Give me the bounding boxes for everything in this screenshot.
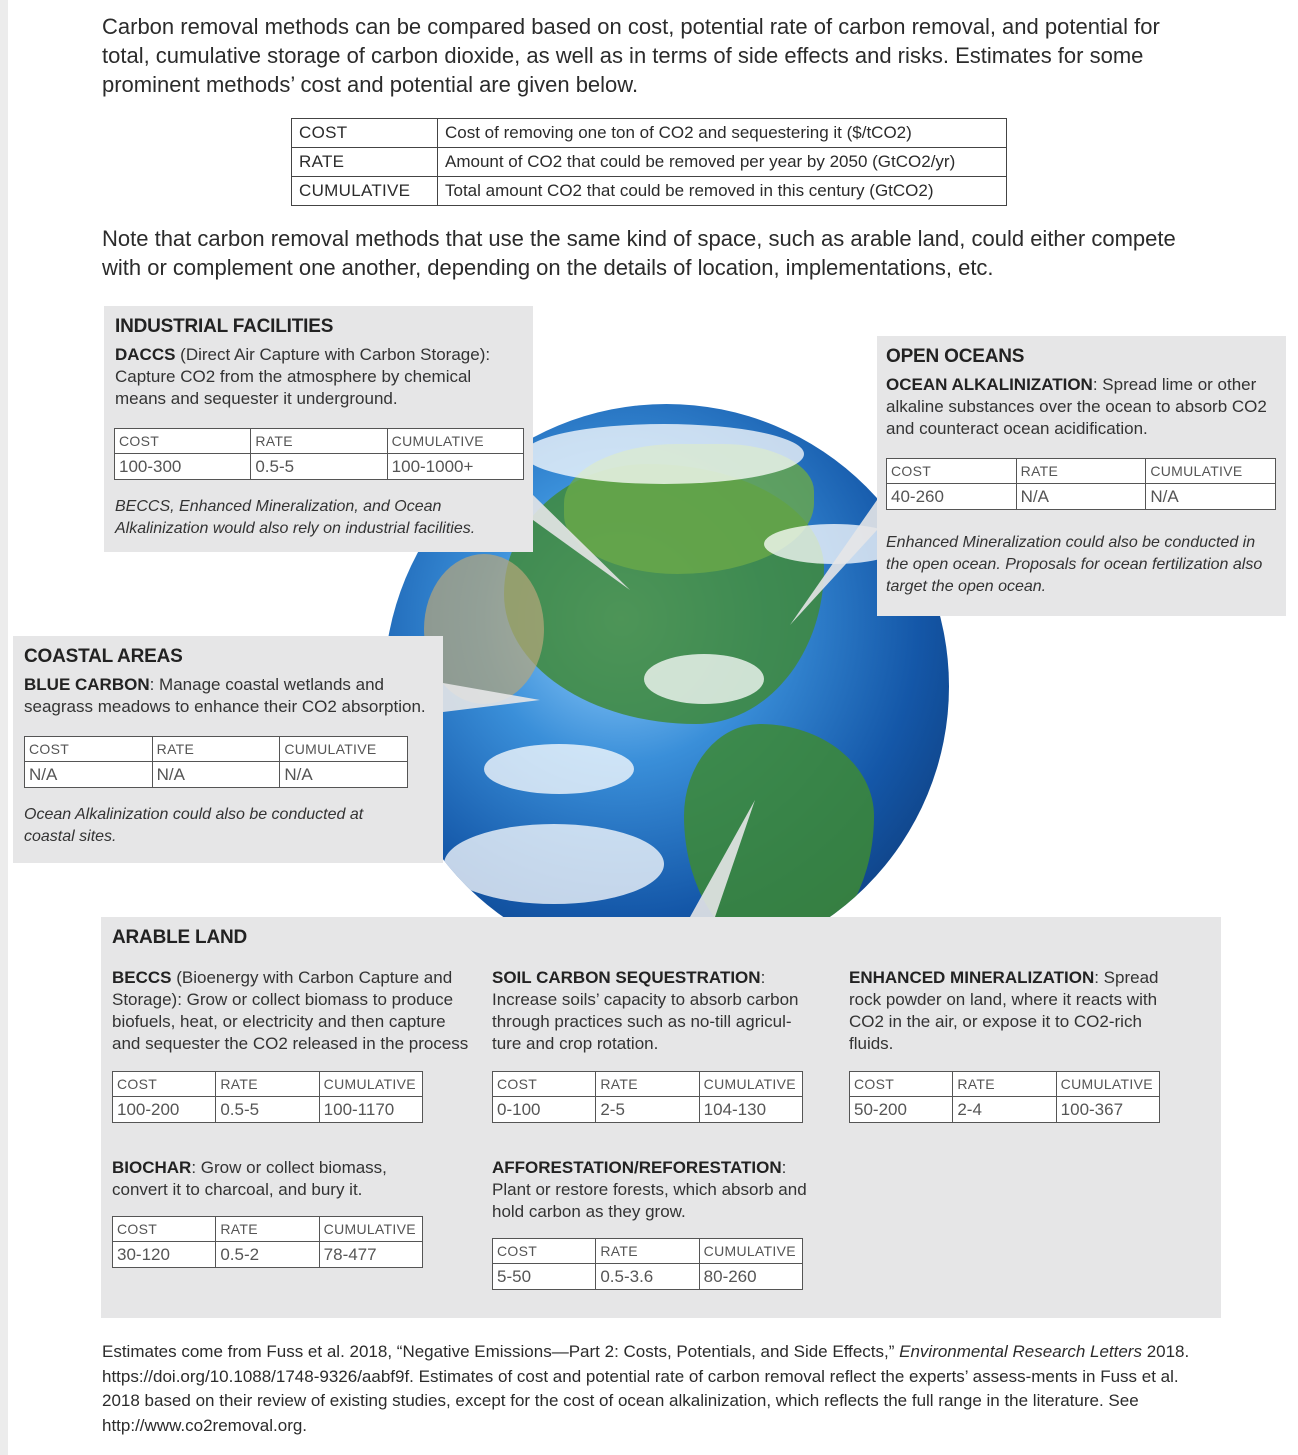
- method-text: : Spread lime or other alkaline substances over the ocean to absorb CO2 and counteract ocean acidification.: [886, 375, 1267, 438]
- panel-note: Ocean Alkalinization could also be conducted at coastal sites.: [24, 806, 364, 845]
- panel-heading: INDUSTRIAL FACILITIES: [115, 316, 334, 337]
- cloud: [484, 744, 634, 794]
- cost-header: COST: [850, 1072, 953, 1097]
- cost-value: 0-100: [493, 1097, 596, 1123]
- journal-title: Environmental Research Letters: [899, 1342, 1142, 1361]
- legend-desc: Cost of removing one ton of CO2 and sequestering it ($/tCO2): [438, 119, 1007, 148]
- rate-value: 2-4: [953, 1097, 1056, 1123]
- legend-row-cumulative: [292, 177, 1007, 206]
- legend-key: COST: [292, 119, 438, 148]
- method-text: : Spread rock powder on land, where it reacts with CO2 in the air, or expose it to CO2-rich fluids.: [849, 968, 1159, 1053]
- enhanced-mineralization-estimates-table: [849, 1071, 1160, 1123]
- cloud: [444, 824, 664, 904]
- cumulative-value: 78-477: [319, 1242, 422, 1268]
- cumulative-header: CUMULATIVE: [1056, 1072, 1159, 1097]
- method-description: [115, 344, 520, 410]
- legend-row-cost: [292, 119, 1007, 148]
- panel-note: Enhanced Mineralization could also be conducted in the open ocean. Proposals for ocean fertilization also target the open ocean.: [886, 534, 1263, 595]
- afforestation-description: [492, 1157, 822, 1223]
- method-name: SOIL CARBON SEQUESTRATION: [492, 968, 761, 987]
- note-paragraph: Note that carbon removal methods that use the same kind of space, such as arable land, could either compete with or complement one another, depending on the details of location, implementations, etc.: [102, 226, 1176, 280]
- arable-land-panel: [101, 917, 1221, 1318]
- cumulative-value: 100-1000+: [387, 454, 523, 480]
- soil-carbon-estimates-table: [492, 1071, 803, 1123]
- page-edge: [0, 0, 8, 1455]
- rate-value: 0.5-2: [216, 1242, 319, 1268]
- rate-header: RATE: [216, 1217, 319, 1242]
- cost-header: COST: [25, 737, 153, 762]
- legend-desc: Amount of CO2 that could be removed per year by 2050 (GtCO2/yr): [438, 148, 1007, 177]
- panel-note: BECCS, Enhanced Mineralization, and Ocean Alkalinization would also rely on industrial facilities.: [115, 498, 476, 537]
- cumulative-header: CUMULATIVE: [319, 1072, 422, 1097]
- cost-header: COST: [493, 1072, 596, 1097]
- panel-heading: COASTAL AREAS: [24, 646, 183, 667]
- sources-paragraph: [102, 1340, 1212, 1438]
- method-name: ENHANCED MINERALIZATION: [849, 968, 1095, 987]
- rate-value: 0.5-5: [251, 454, 387, 480]
- cumulative-header: CUMULATIVE: [699, 1239, 802, 1264]
- cumulative-value: N/A: [280, 762, 408, 788]
- rate-value: 0.5-5: [216, 1097, 319, 1123]
- rate-header: RATE: [596, 1239, 699, 1264]
- cost-header: COST: [887, 459, 1017, 484]
- panel-heading: ARABLE LAND: [112, 927, 248, 948]
- legend-desc: Total amount CO2 that could be removed in this century (GtCO2): [438, 177, 1007, 206]
- cumulative-value: 100-1170: [319, 1097, 422, 1123]
- method-name: BIOCHAR: [112, 1158, 192, 1177]
- method-description: [886, 374, 1278, 440]
- cost-value: 100-200: [113, 1097, 216, 1123]
- legend-key: CUMULATIVE: [292, 177, 438, 206]
- legend-key: RATE: [292, 148, 438, 177]
- cost-value: 30-120: [113, 1242, 216, 1268]
- rate-header: RATE: [152, 737, 280, 762]
- cumulative-value: N/A: [1146, 484, 1276, 510]
- beccs-description: [112, 967, 472, 1055]
- method-text: (Direct Air Capture with Carbon Storage): Capture CO2 from the atmosphere by chemical means and sequester it underground.: [115, 345, 491, 408]
- beccs-estimates-table: [112, 1071, 423, 1123]
- cloud: [524, 424, 804, 484]
- cumulative-value: 100-367: [1056, 1097, 1159, 1123]
- method-text: : Plant or restore forests, which absorb and hold carbon as they grow.: [492, 1158, 807, 1221]
- cumulative-header: CUMULATIVE: [699, 1072, 802, 1097]
- biochar-description: [112, 1157, 412, 1201]
- method-description: [24, 674, 434, 718]
- rate-header: RATE: [216, 1072, 319, 1097]
- cost-header: COST: [113, 1072, 216, 1097]
- rate-value: N/A: [1016, 484, 1146, 510]
- cost-value: 40-260: [887, 484, 1017, 510]
- panel-heading: OPEN OCEANS: [886, 346, 1025, 367]
- rate-value: N/A: [152, 762, 280, 788]
- legend-row-rate: [292, 148, 1007, 177]
- sources-text: Estimates come from Fuss et al. 2018, “Negative Emissions—Part 2: Costs, Potentials, and Side Effects,”: [102, 1342, 900, 1361]
- method-name: AFFORESTATION/REFORESTATION: [492, 1158, 782, 1177]
- cumulative-header: CUMULATIVE: [1146, 459, 1276, 484]
- rate-header: RATE: [251, 429, 387, 454]
- cost-value: N/A: [25, 762, 153, 788]
- rate-value: 0.5-3.6: [596, 1264, 699, 1290]
- estimates-table: [114, 428, 524, 480]
- cost-value: 50-200: [850, 1097, 953, 1123]
- method-name: BECCS: [112, 968, 172, 987]
- cost-value: 100-300: [115, 454, 251, 480]
- cumulative-value: 104-130: [699, 1097, 802, 1123]
- industrial-facilities-panel: [104, 306, 533, 552]
- open-oceans-panel: [877, 336, 1286, 616]
- afforestation-estimates-table: [492, 1238, 803, 1290]
- rate-header: RATE: [1016, 459, 1146, 484]
- estimates-table: [24, 736, 408, 788]
- legend-table: [291, 118, 1007, 206]
- cost-header: COST: [113, 1217, 216, 1242]
- method-name: BLUE CARBON: [24, 675, 150, 694]
- cost-header: COST: [493, 1239, 596, 1264]
- method-text: : Manage coastal wetlands and seagrass meadows to enhance their CO2 absorption.: [24, 675, 426, 716]
- coastal-areas-panel: [13, 636, 443, 863]
- method-name: OCEAN ALKALINIZATION: [886, 375, 1093, 394]
- cloud: [644, 654, 764, 704]
- sources-text-continued: 2018. https://doi.org/10.1088/1748-9326/aabf9f. Estimates of cost and potential rate of carbon removal reflect the experts’ assess-ments in Fuss et al. 2018 based on their review of existing studies, except for the cost of ocean alkalinization, which reflects the full range in the literature. See http://www.co2removal.org.: [102, 1342, 1190, 1435]
- method-text: : Increase soils’ capacity to absorb carbon through practices such as no-till agricul-ture and crop rotation.: [492, 968, 799, 1053]
- intro-paragraph: Carbon removal methods can be compared based on cost, potential rate of carbon removal, and potential for total, cumulative storage of carbon dioxide, as well as in terms of side effects and risks. Estimates for some prominent methods’ cost and potential are given below.: [102, 14, 1160, 97]
- rate-value: 2-5: [596, 1097, 699, 1123]
- rate-header: RATE: [953, 1072, 1056, 1097]
- soil-carbon-description: [492, 967, 812, 1055]
- cumulative-header: CUMULATIVE: [319, 1217, 422, 1242]
- biochar-estimates-table: [112, 1216, 423, 1268]
- enhanced-mineralization-description: [849, 967, 1179, 1055]
- method-name: DACCS: [115, 345, 176, 364]
- method-text: : Grow or collect biomass, convert it to charcoal, and bury it.: [112, 1158, 387, 1199]
- cumulative-value: 80-260: [699, 1264, 802, 1290]
- cumulative-header: CUMULATIVE: [280, 737, 408, 762]
- rate-header: RATE: [596, 1072, 699, 1097]
- method-text: (Bioenergy with Carbon Capture and Storage): Grow or collect biomass to produce biofuels, heat, or electricity and then capture and sequester the CO2 released in the process: [112, 968, 469, 1053]
- estimates-table: [886, 458, 1276, 510]
- cost-header: COST: [115, 429, 251, 454]
- cost-value: 5-50: [493, 1264, 596, 1290]
- cumulative-header: CUMULATIVE: [387, 429, 523, 454]
